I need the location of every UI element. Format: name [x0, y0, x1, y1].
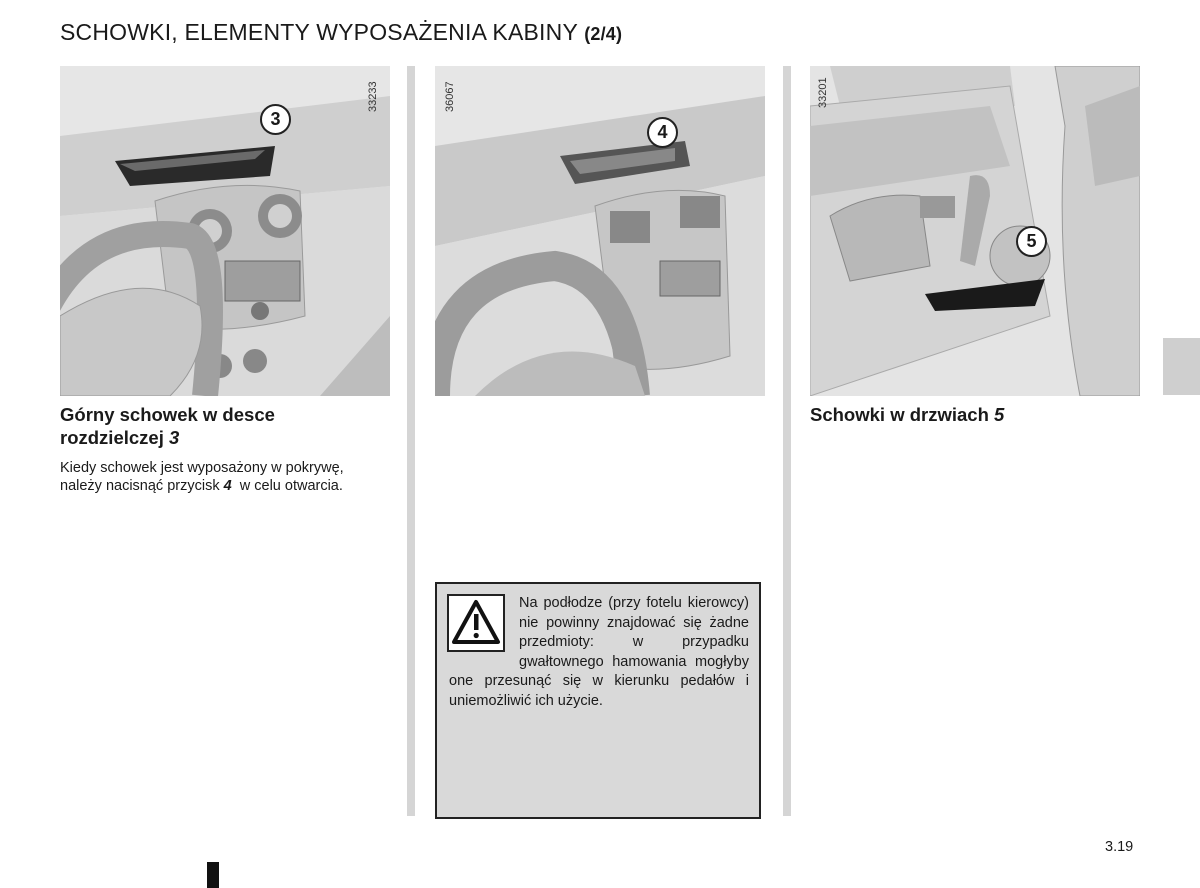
figure-ref-number: 33201	[817, 77, 829, 108]
column-separator	[407, 66, 415, 816]
section-body-upper-storage	[60, 459, 344, 495]
body-line: Kiedy schowek jest wyposażony w pokrywę,	[60, 460, 344, 476]
figure-dashboard-upper-storage	[60, 66, 390, 396]
figure-ref-number: 33233	[367, 81, 379, 112]
warning-text-block	[449, 594, 749, 711]
callout-marker: 4	[647, 117, 678, 148]
warning-text: Na podłodze (przy fotelu kierowcy) nie powinny znajdować się żadne przedmioty: w przypadku gwałtownego hamowania mogłyby one przesunąć się w kierunku pedałów i uniemożliwić ich użycie.	[449, 595, 749, 709]
section-heading-door-storage	[810, 403, 1004, 426]
page-edge-marker	[207, 862, 219, 888]
heading-text: Schowki w drzwiach	[810, 404, 989, 425]
page-title-main: SCHOWKI, ELEMENTY WYPOSAŻENIA KABINY	[60, 19, 578, 45]
warning-box	[435, 582, 761, 819]
page-title-part: (2/4)	[584, 24, 623, 44]
heading-line: Górny schowek w desce	[60, 404, 275, 425]
page-number: 3.19	[1105, 839, 1134, 855]
body-line	[60, 477, 344, 495]
column-separator	[783, 66, 791, 816]
heading-number: 5	[994, 404, 1005, 425]
page-title	[60, 19, 622, 46]
heading-number: 3	[168, 427, 180, 448]
callout-marker: 3	[260, 104, 291, 135]
body-text: w celu otwarcia.	[239, 478, 343, 494]
callout-marker: 5	[1016, 226, 1047, 257]
section-heading-upper-storage	[60, 403, 275, 449]
body-number: 4	[223, 478, 232, 494]
figure-dashboard-compartment	[435, 66, 765, 396]
body-text: należy nacisnąć przycisk	[60, 478, 220, 494]
heading-text: rozdzielczej	[60, 427, 164, 448]
figure-ref-number: 36067	[444, 81, 456, 112]
figure-door-storage	[810, 66, 1140, 396]
heading-line	[60, 426, 275, 449]
chapter-tab	[1163, 338, 1200, 395]
